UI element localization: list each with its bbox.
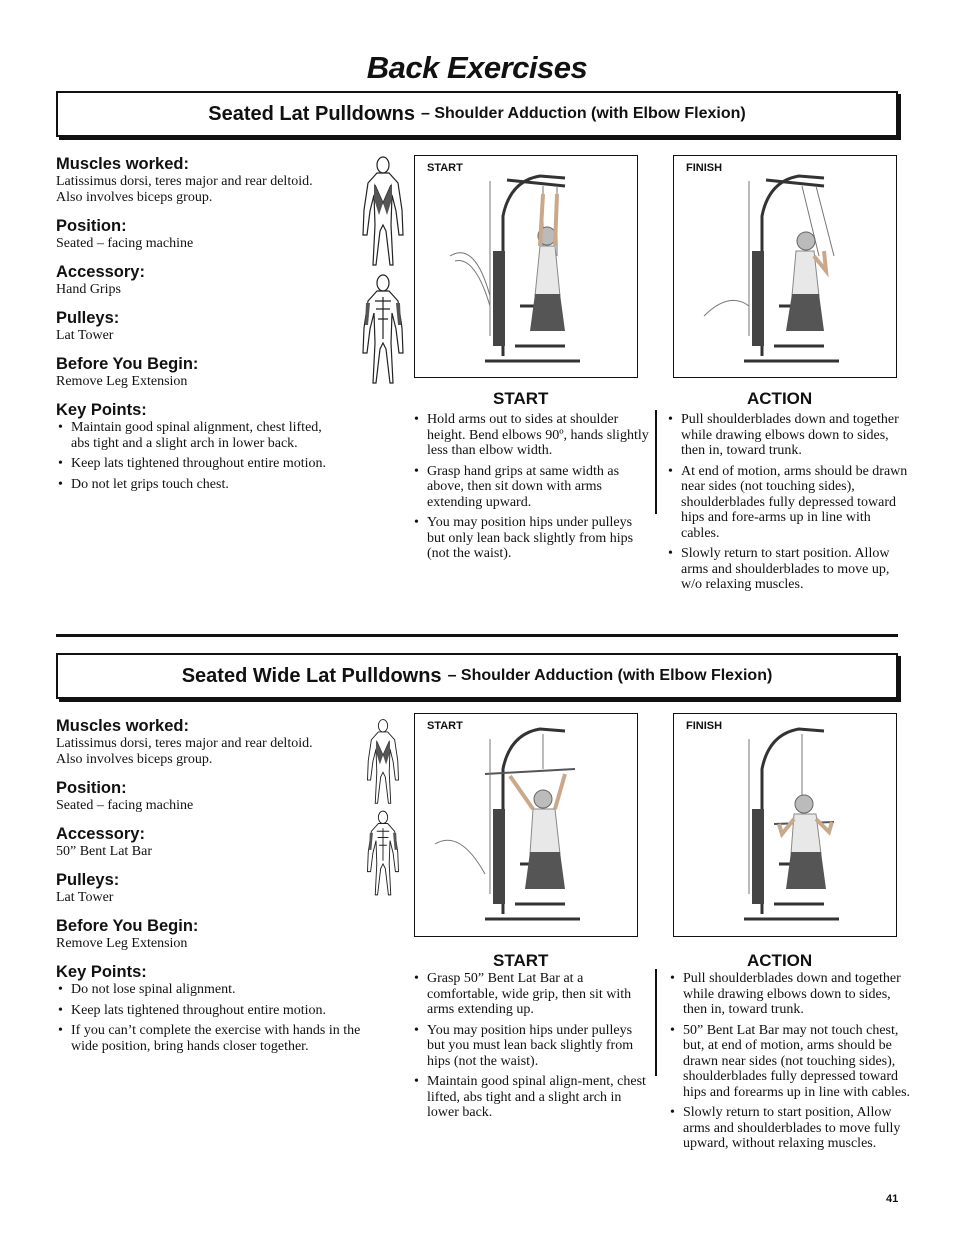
before-heading: Before You Begin:	[56, 917, 199, 935]
anatomy-back-figure	[360, 718, 406, 898]
gym-machine-image	[674, 156, 896, 377]
photo-label: START	[427, 720, 463, 732]
list-item: • Maintain good spinal align-ment, chest lifted, abs tight and a slight arch in lower back.	[412, 1074, 652, 1121]
list-item: • Keep lats tightened throughout entire motion.	[56, 456, 331, 472]
exercise-details	[56, 717, 386, 1059]
list-item: • Grasp hand grips at same width as above, then sit down with arms extending upward.	[412, 464, 652, 511]
list-item: • Pull shoulderblades down and together while drawing elbows down to sides, then in, toward trunk.	[668, 971, 918, 1018]
anatomy-back-figure	[360, 155, 406, 387]
page-number: 41	[886, 1193, 899, 1205]
before-text: Remove Leg Extension	[56, 936, 188, 951]
position-text: Seated – facing machine	[56, 798, 194, 813]
list-item: • 50” Bent Lat Bar may not touch chest, but, at end of motion, arms should be drawn near sides (not touching sides), shoulderblades fully depressed toward hips and forearms up in line with cables.	[668, 1023, 918, 1101]
list-item: • If you can’t complete the exercise with hands in the wide position, bring hands closer together.	[56, 1023, 371, 1054]
exercise-details	[56, 155, 386, 497]
keypoints-list	[56, 982, 386, 1054]
gym-machine-image	[415, 714, 637, 936]
keypoints-heading: Key Points:	[56, 963, 147, 981]
exercise-subtitle: – Shoulder Adduction (with Elbow Flexion)	[447, 667, 773, 684]
list-item: • Slowly return to start position, Allow arms and shoulderblades to move fully upward, without relaxing muscles.	[668, 1105, 918, 1152]
keypoints-list	[56, 420, 331, 492]
photo-label: START	[427, 162, 463, 174]
list-item: • Hold arms out to sides at shoulder height. Bend elbows 90º, hands slightly less than elbow width.	[412, 412, 652, 459]
list-item: • Pull shoulderblades down and together while drawing elbows down to sides, then in, toward trunk.	[666, 412, 910, 459]
finish-photo	[673, 155, 897, 378]
action-list	[666, 412, 910, 598]
accessory-heading: Accessory:	[56, 825, 145, 843]
list-item: • Grasp 50” Bent Lat Bar at a comfortable, wide grip, then sit with arms extending up.	[412, 971, 652, 1018]
before-heading: Before You Begin:	[56, 355, 199, 373]
start-photo	[414, 713, 638, 937]
start-list	[412, 971, 652, 1126]
photo-label: FINISH	[686, 720, 723, 732]
muscles-heading: Muscles worked:	[56, 155, 189, 173]
start-photo	[414, 155, 638, 378]
pulleys-text: Lat Tower	[56, 328, 114, 343]
photo-label: FINISH	[686, 162, 723, 174]
accessory-heading: Accessory:	[56, 263, 145, 281]
exercise-subtitle: – Shoulder Adduction (with Elbow Flexion)	[420, 105, 746, 122]
keypoints-heading: Key Points:	[56, 401, 147, 419]
pulleys-heading: Pulleys:	[56, 309, 120, 327]
list-item: • Slowly return to start position. Allow arms and shoulderblades to move up, w/o relaxing muscles.	[666, 546, 910, 593]
accessory-text: Hand Grips	[56, 282, 121, 297]
position-heading: Position:	[56, 217, 127, 235]
exercise-title: Seated Wide Lat Pulldowns	[181, 664, 442, 687]
exercise-title-box	[56, 91, 898, 137]
pulleys-text: Lat Tower	[56, 890, 114, 905]
action-list	[668, 971, 918, 1157]
position-heading: Position:	[56, 779, 127, 797]
list-item: • You may position hips under pulleys but only lean back slightly from hips (not the waist).	[412, 515, 652, 562]
before-text: Remove Leg Extension	[56, 374, 188, 389]
list-item: • Do not let grips touch chest.	[56, 477, 331, 493]
start-list	[412, 412, 652, 567]
list-item: • You may position hips under pulleys but you must lean back slightly from hips (not the waist).	[412, 1023, 652, 1070]
position-text: Seated – facing machine	[56, 236, 194, 251]
list-item: • At end of motion, arms should be drawn near sides (not touching sides), shoulderblades fully depressed toward hips and fore-arms up in line with cables.	[666, 464, 910, 542]
page-title: Back Exercises	[366, 50, 588, 85]
muscles-heading: Muscles worked:	[56, 717, 189, 735]
section-divider	[56, 634, 898, 637]
exercise-title-box	[56, 653, 898, 699]
gym-machine-image	[674, 714, 896, 936]
pulleys-heading: Pulleys:	[56, 871, 120, 889]
finish-photo	[673, 713, 897, 937]
list-item: • Do not lose spinal alignment.	[56, 982, 386, 998]
column-divider	[655, 410, 657, 514]
muscles-text: Latissimus dorsi, teres major and rear deltoid. Also involves biceps group.	[56, 174, 313, 205]
action-heading: ACTION	[747, 951, 813, 970]
exercise-title: Seated Lat Pulldowns	[208, 102, 415, 125]
list-item: • Maintain good spinal alignment, chest lifted, abs tight and a slight arch in lower back.	[56, 420, 331, 451]
start-heading: START	[493, 951, 549, 970]
start-heading: START	[493, 389, 549, 408]
list-item: • Keep lats tightened throughout entire motion.	[56, 1003, 386, 1019]
column-divider	[655, 969, 657, 1076]
muscles-text: Latissimus dorsi, teres major and rear deltoid. Also involves biceps group.	[56, 736, 313, 767]
accessory-text: 50” Bent Lat Bar	[56, 844, 153, 859]
gym-machine-image	[415, 156, 637, 377]
action-heading: ACTION	[747, 389, 813, 408]
